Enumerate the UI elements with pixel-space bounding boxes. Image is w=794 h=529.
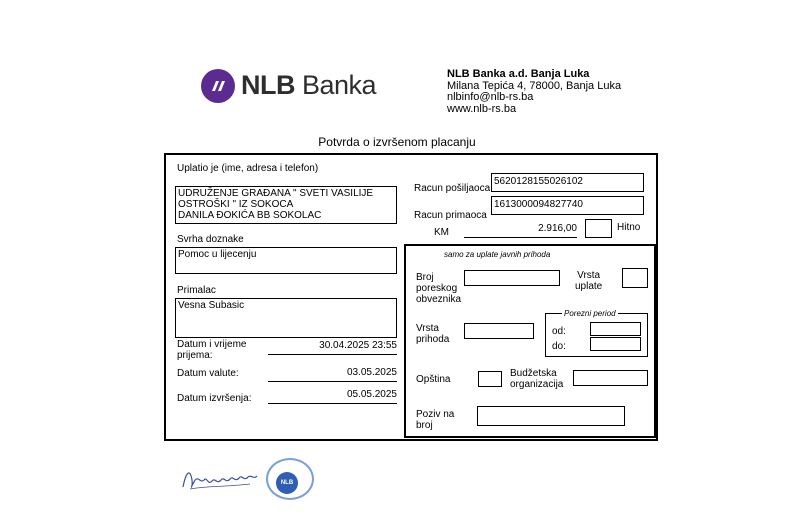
purpose-field: Pomoc u lijecenju bbox=[175, 247, 397, 274]
period-from-label: od: bbox=[552, 326, 566, 337]
period-to-label: do: bbox=[552, 341, 566, 352]
tax-period-label: Porezni period bbox=[564, 309, 616, 318]
value-date-value: 03.05.2025 bbox=[268, 367, 397, 382]
payer-label: Uplatio je (ime, adresa i telefon) bbox=[177, 163, 319, 174]
revenue-type-label: Vrsta prihoda bbox=[416, 323, 450, 345]
period-to-field bbox=[590, 337, 641, 351]
receiver-account-field: 1613000094827740 bbox=[491, 196, 644, 215]
payment-type-field bbox=[622, 268, 648, 288]
reference-field bbox=[477, 406, 625, 426]
bank-address: Milana Tepića 4, 78000, Banja Luka bbox=[447, 79, 622, 92]
exec-date-label: Datum izvršenja: bbox=[177, 393, 252, 404]
stamp-label: NLB bbox=[276, 472, 298, 494]
payer-field: UDRUŽENJE GRAĐANA " SVETI VASILIJE OSTROŠKI " IZ SOKOCA DANILA ĐOKIĆA BB SOKOLAC bbox=[175, 186, 397, 224]
bank-web: www.nlb-rs.ba bbox=[447, 102, 517, 115]
municipality-label: Opština bbox=[416, 374, 451, 385]
municipality-field bbox=[478, 371, 502, 387]
bank-email: nlbinfo@nlb-rs.ba bbox=[447, 91, 534, 103]
sender-account-field: 5620128155026102 bbox=[491, 173, 644, 192]
public-revenue-header: samo za uplate javnih prihoda bbox=[444, 250, 551, 259]
exec-date-value: 05.05.2025 bbox=[268, 389, 397, 404]
document-title: Potvrda o izvršenom placanju bbox=[318, 135, 476, 149]
currency-label: KM bbox=[434, 227, 449, 238]
value-date-label: Datum valute: bbox=[177, 368, 239, 379]
bank-name: NLB Banka a.d. Banja Luka bbox=[447, 68, 590, 80]
receiver-account-label: Racun primaoca bbox=[414, 210, 487, 221]
received-date-value: 30.04.2025 23:55 bbox=[268, 340, 397, 355]
amount-value: 2.916,00 bbox=[464, 223, 577, 238]
reference-label: Poziv na broj bbox=[416, 409, 455, 431]
recipient-label: Primalac bbox=[177, 285, 216, 296]
nlb-logo-text: NLB Banka bbox=[241, 70, 377, 100]
bank-info bbox=[447, 69, 621, 115]
period-from-field bbox=[590, 322, 641, 336]
recipient-field: Vesna Subasic bbox=[175, 298, 397, 338]
revenue-type-field bbox=[464, 323, 534, 339]
sender-account-label: Racun pošiljaoca bbox=[414, 183, 491, 194]
payment-type-label: Vrsta uplate bbox=[575, 270, 603, 292]
signature-icon bbox=[180, 462, 260, 494]
tax-id-field bbox=[464, 270, 560, 286]
purpose-label: Svrha doznake bbox=[177, 234, 244, 245]
nlb-logo-icon bbox=[201, 69, 235, 103]
budget-org-field bbox=[573, 370, 648, 386]
urgent-checkbox bbox=[585, 219, 612, 238]
received-date-label: Datum i vrijeme prijema: bbox=[177, 339, 247, 361]
urgent-label: Hitno bbox=[617, 222, 641, 233]
budget-org-label: Budžetska organizacija bbox=[510, 368, 564, 390]
tax-id-label: Broj poreskog obveznika bbox=[416, 272, 462, 305]
